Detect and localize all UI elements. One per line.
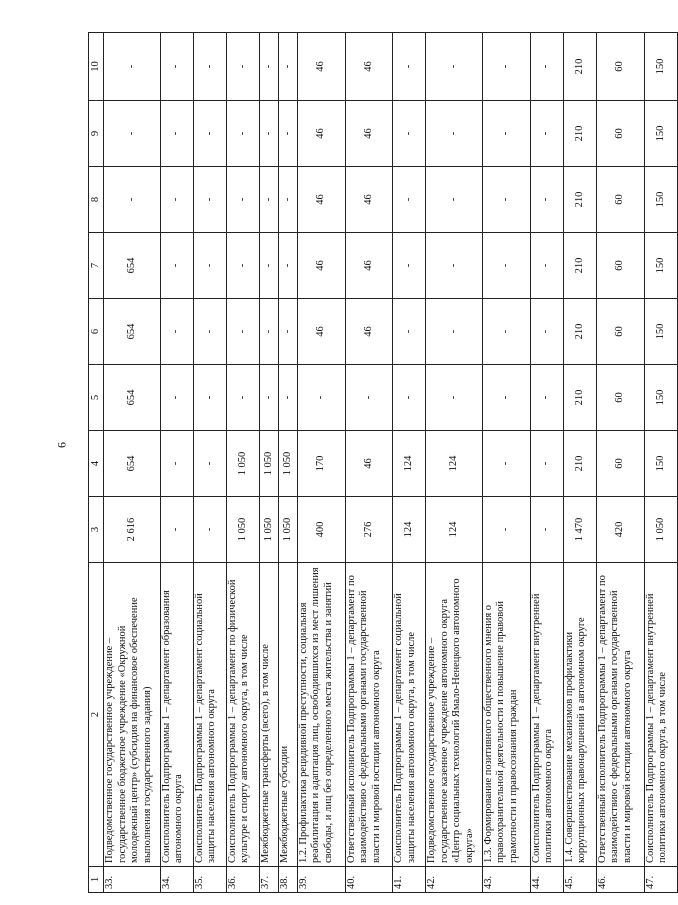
value-cell: -	[530, 299, 563, 365]
row-description: Ответственный исполнитель Подпрограммы 1 – департамент по взаимодействию с федеральными органами государственной власти и мировой юстиции автономного округа	[596, 563, 644, 867]
value-cell: -	[279, 101, 298, 167]
header-cell: 1	[89, 867, 104, 893]
table-row	[596, 33, 644, 893]
value-cell: 124	[426, 431, 483, 497]
value-cell: 46	[297, 33, 345, 101]
value-cell: 46	[345, 101, 393, 167]
value-cell: -	[482, 167, 530, 233]
value-cell: 150	[644, 233, 677, 299]
table-row	[297, 33, 345, 893]
value-cell: 654	[104, 233, 161, 299]
header-cell: 10	[89, 33, 104, 101]
value-cell: 210	[563, 299, 596, 365]
table-row	[345, 33, 393, 893]
value-cell: 654	[104, 299, 161, 365]
value-cell: -	[482, 101, 530, 167]
value-cell: 60	[596, 299, 644, 365]
value-cell: 400	[297, 497, 345, 563]
value-cell: 60	[596, 167, 644, 233]
header-cell: 8	[89, 167, 104, 233]
value-cell: 46	[345, 431, 393, 497]
header-cell: 5	[89, 365, 104, 431]
value-cell: -	[297, 365, 345, 431]
value-cell: -	[393, 233, 426, 299]
value-cell: 46	[345, 33, 393, 101]
row-description: 1.2. Профилактика рецидивной преступности, социальная реабилитация и адаптация лиц, освободившихся из мест лишения свободы, и лиц без определенного места жительства и занятий	[297, 563, 345, 867]
value-cell: 210	[563, 33, 596, 101]
value-cell: -	[426, 167, 483, 233]
value-cell: -	[226, 33, 259, 101]
value-cell: 60	[596, 233, 644, 299]
value-cell: 124	[426, 497, 483, 563]
value-cell: 46	[345, 299, 393, 365]
value-cell: -	[226, 233, 259, 299]
row-description: Соисполнитель Подпрограммы 1 – департамент внутренней политики автономного округа	[530, 563, 563, 867]
value-cell: -	[482, 233, 530, 299]
table-row	[393, 33, 426, 893]
value-cell: 1 470	[563, 497, 596, 563]
value-cell: 150	[644, 299, 677, 365]
value-cell: 210	[563, 365, 596, 431]
value-cell: -	[160, 299, 193, 365]
row-number: 47.	[644, 867, 677, 893]
table-row	[260, 33, 279, 893]
row-number: 43.	[482, 867, 530, 893]
value-cell: -	[393, 167, 426, 233]
value-cell: 420	[596, 497, 644, 563]
value-cell: -	[193, 33, 226, 101]
value-cell: 60	[596, 33, 644, 101]
value-cell: -	[393, 365, 426, 431]
value-cell: 1 050	[644, 497, 677, 563]
value-cell: 210	[563, 167, 596, 233]
header-cell: 9	[89, 101, 104, 167]
table-row	[226, 33, 259, 893]
header-cell: 6	[89, 299, 104, 365]
value-cell: 654	[104, 365, 161, 431]
row-description: Ответственный исполнитель Подпрограммы 1 – департамент по взаимодействию с федеральными органами государственной власти и мировой юстиции автономного округа	[345, 563, 393, 867]
row-number: 36.	[226, 867, 259, 893]
row-number: 33.	[104, 867, 161, 893]
value-cell: 46	[345, 233, 393, 299]
table-row	[104, 33, 161, 893]
table-row	[563, 33, 596, 893]
value-cell: -	[426, 299, 483, 365]
table-row	[644, 33, 677, 893]
value-cell: 60	[596, 431, 644, 497]
row-number: 42.	[426, 867, 483, 893]
value-cell: -	[279, 33, 298, 101]
row-number: 39.	[297, 867, 345, 893]
value-cell: 46	[297, 101, 345, 167]
value-cell: -	[260, 365, 279, 431]
table-row	[160, 33, 193, 893]
header-cell: 7	[89, 233, 104, 299]
value-cell: -	[482, 497, 530, 563]
table-row	[279, 33, 298, 893]
header-row	[89, 33, 104, 893]
row-number: 40.	[345, 867, 393, 893]
page-number: 6	[54, 442, 69, 448]
header-cell: 4	[89, 431, 104, 497]
value-cell: -	[104, 33, 161, 101]
value-cell: -	[279, 365, 298, 431]
value-cell: -	[530, 497, 563, 563]
value-cell: -	[104, 167, 161, 233]
value-cell: -	[226, 365, 259, 431]
value-cell: -	[260, 33, 279, 101]
value-cell: -	[279, 233, 298, 299]
value-cell: -	[530, 167, 563, 233]
value-cell: 46	[297, 233, 345, 299]
value-cell: -	[426, 101, 483, 167]
row-description: Межбюджетные субсидии	[279, 563, 298, 867]
row-description: Подведомственное государственное учреждение – государственное казенное учреждение автономного округа «Центр социальных технологий Ямало-Ненецкого автономного округа»	[426, 563, 483, 867]
row-description: Соисполнитель Подпрограммы 1 – департамент внутренней политики автономного округа, в том числе	[644, 563, 677, 867]
value-cell: 1 050	[226, 497, 259, 563]
value-cell: -	[426, 365, 483, 431]
value-cell: 210	[563, 431, 596, 497]
value-cell: 150	[644, 167, 677, 233]
value-cell: -	[193, 299, 226, 365]
value-cell: -	[260, 167, 279, 233]
value-cell: -	[160, 365, 193, 431]
value-cell: -	[482, 431, 530, 497]
value-cell: -	[426, 33, 483, 101]
value-cell: -	[482, 299, 530, 365]
row-description: Соисполнитель Подпрограммы 1 – департамент образования автономного округа	[160, 563, 193, 867]
value-cell: -	[160, 167, 193, 233]
value-cell: 276	[345, 497, 393, 563]
value-cell: 150	[644, 431, 677, 497]
value-cell: -	[193, 167, 226, 233]
value-cell: -	[160, 431, 193, 497]
table-row	[482, 33, 530, 893]
rotated-table-container	[88, 33, 678, 893]
row-description: 1.4. Совершенствование механизмов профилактики коррупционных правонарушений в автономном округе	[563, 563, 596, 867]
row-number: 37.	[260, 867, 279, 893]
value-cell: -	[160, 33, 193, 101]
row-number: 35.	[193, 867, 226, 893]
row-number: 34.	[160, 867, 193, 893]
row-description: Соисполнитель Подпрограммы 1 – департамент социальной защиты населения автономного округа	[193, 563, 226, 867]
value-cell: -	[104, 101, 161, 167]
table-body	[104, 33, 678, 893]
header-cell: 3	[89, 497, 104, 563]
value-cell: 124	[393, 497, 426, 563]
value-cell: -	[345, 365, 393, 431]
value-cell: -	[260, 101, 279, 167]
value-cell: 46	[297, 167, 345, 233]
row-number: 41.	[393, 867, 426, 893]
value-cell: -	[193, 497, 226, 563]
value-cell: -	[160, 233, 193, 299]
table-row	[426, 33, 483, 893]
value-cell: -	[260, 233, 279, 299]
value-cell: -	[193, 431, 226, 497]
value-cell: -	[530, 33, 563, 101]
value-cell: 150	[644, 365, 677, 431]
value-cell: -	[160, 101, 193, 167]
value-cell: 210	[563, 101, 596, 167]
value-cell: -	[393, 299, 426, 365]
value-cell: -	[226, 101, 259, 167]
row-description: Подведомственное государственное учреждение – государственное бюджетное учреждение «Окружной молодежный центр» (субсидия на финансовое обеспечение выполнения государственного задания)	[104, 563, 161, 867]
value-cell: -	[193, 101, 226, 167]
value-cell: 210	[563, 233, 596, 299]
row-number: 45.	[563, 867, 596, 893]
value-cell: -	[260, 299, 279, 365]
value-cell: -	[393, 101, 426, 167]
value-cell: 46	[297, 299, 345, 365]
row-description: Межбюджетные трансферты (всего), в том числе	[260, 563, 279, 867]
value-cell: 46	[345, 167, 393, 233]
row-number: 44.	[530, 867, 563, 893]
value-cell: 1 050	[260, 431, 279, 497]
value-cell: 2 616	[104, 497, 161, 563]
row-description: Соисполнитель Подпрограммы 1 – департамент социальной защиты населения автономного округа, в том числе	[393, 563, 426, 867]
value-cell: -	[530, 101, 563, 167]
value-cell: 1 050	[260, 497, 279, 563]
value-cell: -	[193, 233, 226, 299]
value-cell: -	[279, 299, 298, 365]
value-cell: -	[530, 431, 563, 497]
value-cell: 654	[104, 431, 161, 497]
value-cell: -	[482, 33, 530, 101]
value-cell: 150	[644, 33, 677, 101]
header-cell: 2	[89, 563, 104, 867]
row-description: 1.3. Формирование позитивного общественного мнения о правоохранительной деятельности и повышение правовой грамотности и правосознания граждан	[482, 563, 530, 867]
value-cell: -	[426, 233, 483, 299]
value-cell: 170	[297, 431, 345, 497]
value-cell: -	[482, 365, 530, 431]
value-cell: 1 050	[226, 431, 259, 497]
value-cell: -	[226, 167, 259, 233]
funding-table	[88, 32, 678, 893]
value-cell: 60	[596, 101, 644, 167]
row-number: 46.	[596, 867, 644, 893]
value-cell: -	[393, 33, 426, 101]
value-cell: 1 050	[279, 431, 298, 497]
table-row	[530, 33, 563, 893]
value-cell: -	[279, 167, 298, 233]
row-description: Соисполнитель Подпрограммы 1 – департамент по физической культуре и спорту автономного округа, в том числе	[226, 563, 259, 867]
value-cell: 60	[596, 365, 644, 431]
value-cell: -	[160, 497, 193, 563]
value-cell: -	[530, 233, 563, 299]
value-cell: 1 050	[279, 497, 298, 563]
value-cell: -	[226, 299, 259, 365]
value-cell: -	[530, 365, 563, 431]
value-cell: 124	[393, 431, 426, 497]
row-number: 38.	[279, 867, 298, 893]
value-cell: -	[193, 365, 226, 431]
table-row	[193, 33, 226, 893]
value-cell: 150	[644, 101, 677, 167]
